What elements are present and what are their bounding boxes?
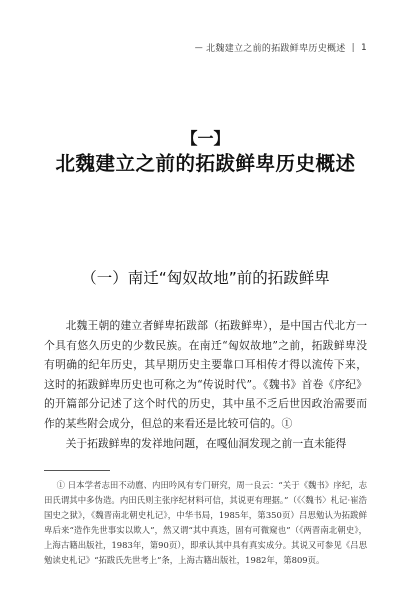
- running-head-separator: |: [351, 42, 355, 53]
- body-paragraph: 关于拓跋鲜卑的发祥地问题，在嘎仙洞发现之前一直未能得: [65, 436, 347, 450]
- page-number: 1: [360, 42, 367, 53]
- running-head-title: 北魏建立之前的拓跋鲜卑历史概述: [206, 44, 346, 54]
- footnote: ① 日本学者志田不动麿、内田吟风有专门研究，周一良云：“关于《魏书》序纪，志田氏谓其中多伪造。内田氏则主张序纪材料可信，其说更有理据。”（《〈魏书〉札记·崔浩国史之狱》，《魏晋南北朝史札记》，中华书局，1985年，第350页）吕思勉认为拓跋鲜卑后来“造作先世事实以欺人”，然又谓“其中真迭，固有可微窥也”（《两晋南北朝史》，上海古籍出版社，1983年，第90页），即承认其中具有真实成分。其说又可参见《吕思勉读史札记》“拓跋氏先世考上”条，上海古籍出版社，1982年，第809页。: [44, 480, 367, 565]
- body-paragraph: 北魏王朝的建立者鲜卑拓跋部（拓跋鲜卑），是中国古代北方一个具有悠久历史的少数民族。在南迁“匈奴故地”之前，拓跋鲜卑没有明确的纪年历史，其早期历史主要靠口耳相传才得以流传下来，这时的拓跋鲜卑历史也可称之为“传说时代”。《魏书》首卷《序纪》的开篇部分记述了这个时代的历史，其中虽不乏后世因政治需要而作的某些附会成分，但总的来看还是比较可信的。①: [44, 319, 367, 430]
- footnote-divider: [44, 470, 110, 471]
- section-title: （一）南迁“匈奴故地”前的拓跋鲜卑: [81, 269, 330, 287]
- chapter-number: 【一】: [181, 129, 230, 148]
- body-text: [44, 316, 367, 453]
- chapter-title: 北魏建立之前的拓跋鲜卑历史概述: [55, 152, 356, 175]
- running-head: [195, 41, 367, 54]
- running-head-mark: —: [194, 43, 204, 52]
